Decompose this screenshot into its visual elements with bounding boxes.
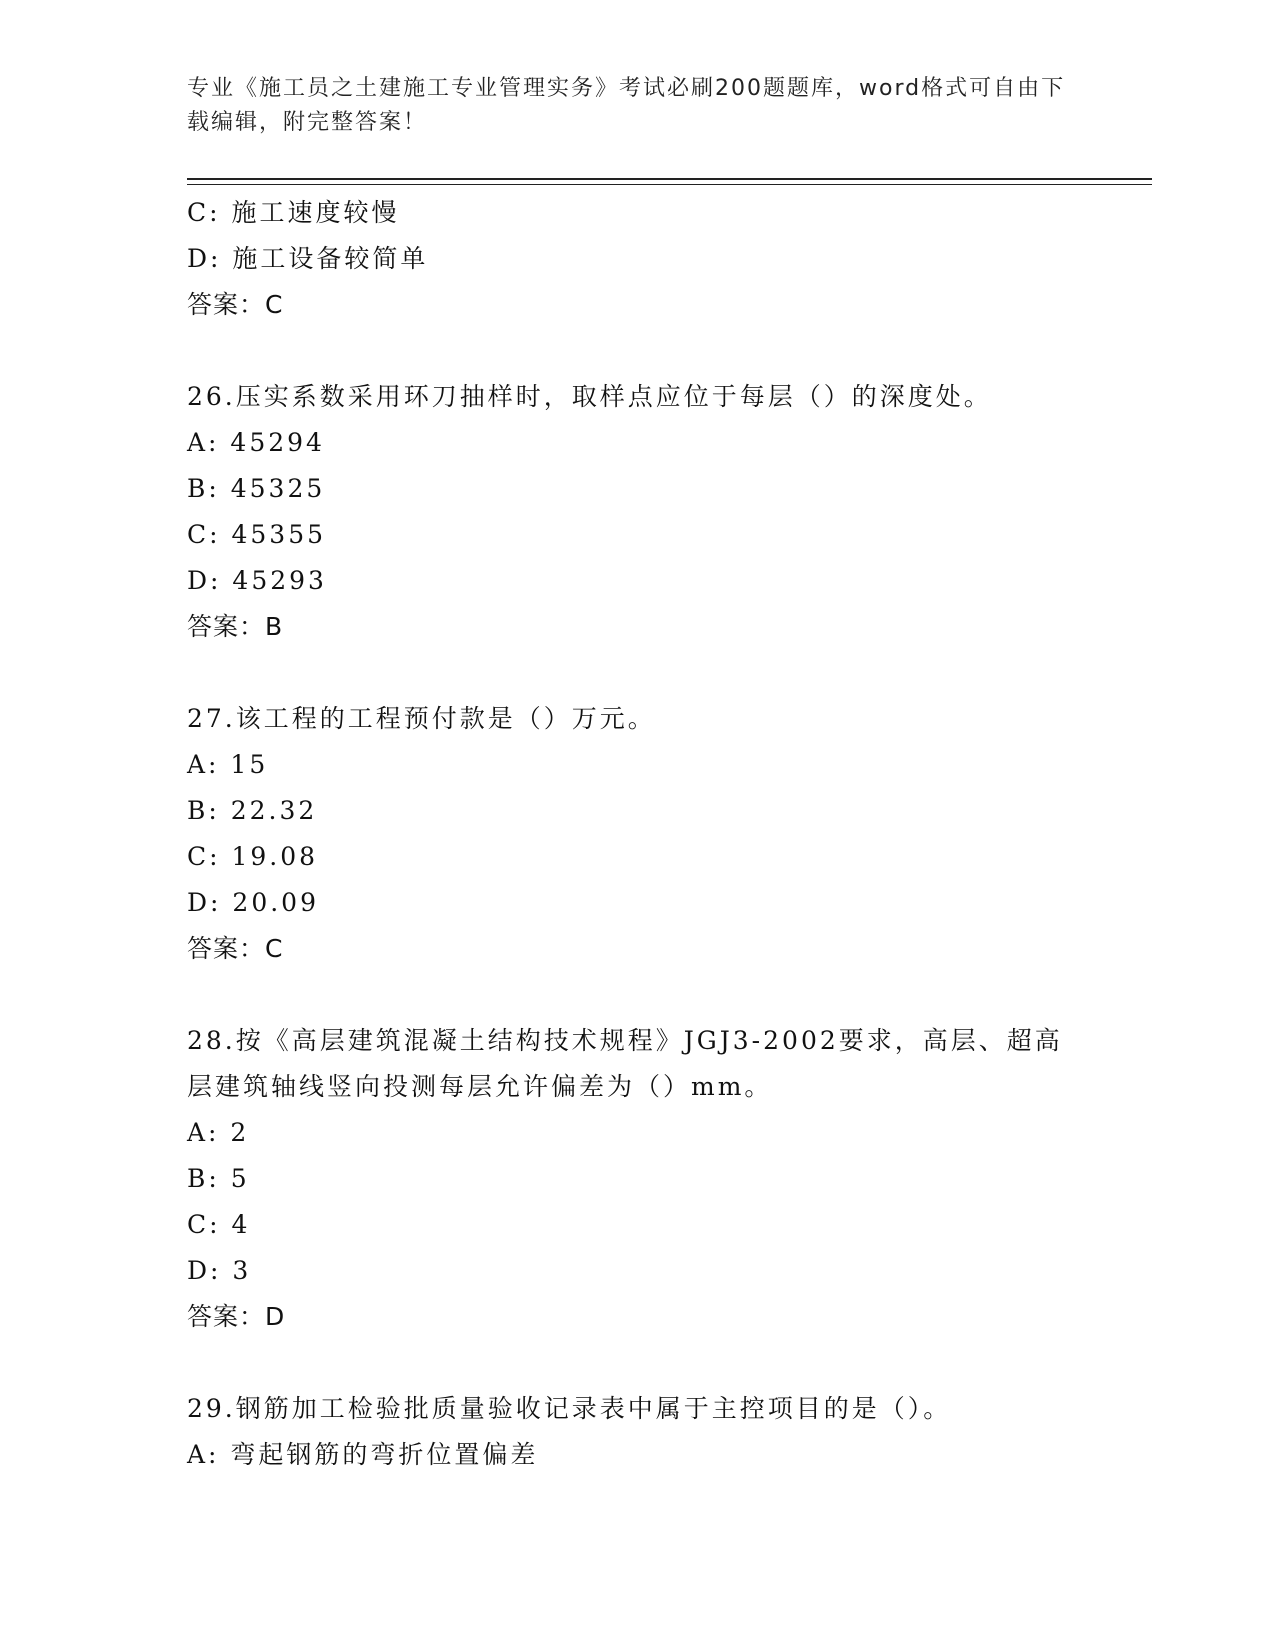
question-27 [187, 696, 1147, 972]
question-content [187, 190, 1147, 1478]
answer-line: 答案：C [187, 934, 284, 963]
option-a: A: 弯起钢筋的弯折位置偏差 [187, 1440, 539, 1469]
option-b: B: 45325 [187, 474, 326, 503]
previous-question-tail [187, 190, 1147, 328]
option-c: C: 19.08 [187, 842, 319, 871]
answer-line: 答案：C [187, 290, 284, 319]
question-text: 27.该工程的工程预付款是（）万元。 [187, 704, 656, 733]
question-text: 26.压实系数采用环刀抽样时，取样点应位于每层（）的深度处。 [187, 382, 992, 411]
option-d: D: 施工设备较简单 [187, 244, 429, 273]
question-28 [187, 1018, 1147, 1340]
question-29 [187, 1386, 1147, 1478]
option-c: C: 4 [187, 1210, 251, 1239]
option-b: B: 5 [187, 1164, 250, 1193]
option-d: D: 20.09 [187, 888, 319, 917]
option-d: D: 45293 [187, 566, 327, 595]
header-divider-thin [187, 184, 1152, 185]
option-b: B: 22.32 [187, 796, 318, 825]
question-text: 29.钢筋加工检验批质量验收记录表中属于主控项目的是（）。 [187, 1394, 952, 1423]
question-text: 28.按《高层建筑混凝土结构技术规程》JGJ3-2002要求，高层、超高层建筑轴线竖向投测每层允许偏差为（）mm。 [187, 1026, 1063, 1101]
option-a: A: 15 [187, 750, 269, 779]
option-a: A: 2 [187, 1118, 250, 1147]
option-a: A: 45294 [187, 428, 325, 457]
option-d: D: 3 [187, 1256, 252, 1285]
answer-line: 答案：D [187, 1302, 286, 1331]
document-header-title: 专业《施工员之土建施工专业管理实务》考试必刷200题题库，word格式可自由下载编辑，附完整答案！ [187, 76, 1066, 135]
option-c: C: 施工速度较慢 [187, 198, 400, 227]
header-divider-thick [187, 178, 1152, 180]
option-c: C: 45355 [187, 520, 327, 549]
answer-line: 答案：B [187, 612, 284, 641]
question-26 [187, 374, 1147, 650]
